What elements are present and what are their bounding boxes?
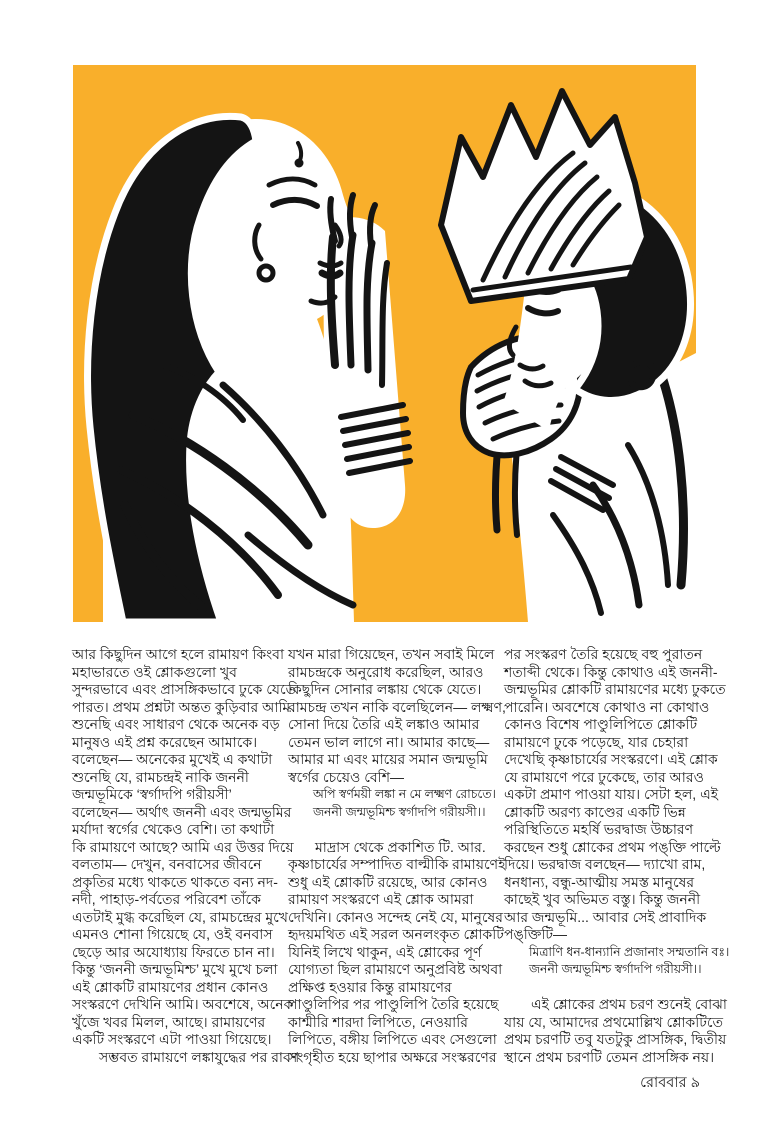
text-line: মিত্রাণি ধন-ধান্যানি প্রজানাং সম্মতানি বঃ। [529, 944, 730, 959]
text-line: কোনও বিশেষ পাণ্ডুলিপিতে শ্লোকটি [504, 716, 698, 732]
text-line: কি রামায়ণে আছে? আমি এর উত্তর দিয়ে [72, 838, 294, 855]
text-line: পরিস্থিতিতে মহর্ষি ভরদ্বাজ উচ্চারণ [504, 821, 694, 837]
text-line: পর সংস্করণ তৈরি হয়েছে বহু পুরাতন [504, 646, 703, 662]
text-column-3 [504, 646, 730, 1066]
text-line: লিপিতে, বঙ্গীয় লিপিতে এবং সেগুলো [288, 1031, 497, 1047]
text-line: প্রকৃতির মধ্যে থাকতে থাকতে বন্য নদ- [72, 873, 278, 890]
text-line: কিছুদিন সোনার লঙ্কায় থেকে যেতে। [288, 681, 482, 697]
text-line: পাণ্ডুলিপির পর পাণ্ডুলিপি তৈরি হয়েছে [288, 996, 499, 1012]
text-line [288, 821, 485, 839]
text-line [504, 979, 701, 997]
text-column-1 [72, 646, 300, 1066]
text-line: যিনিই লিখে থাকুন, এই শ্লোকের পূর্ণ [288, 943, 482, 960]
text-line: জন্মভূমির শ্লোকটি রামায়ণের মধ্যে ঢুকতে [504, 681, 726, 697]
text-line: জননী জন্মভূমিশ্চ স্বর্গাদপি গরীয়সী।। [529, 962, 702, 976]
text-line: জননী জন্মভূমিশ্চ স্বর্গাদপি গরীয়সী।। [313, 804, 486, 819]
text-column-2 [288, 646, 506, 1066]
text-line: আমার মা এবং মায়ের সমান জন্মভূমি [288, 751, 488, 767]
text-line: দেখিনি। কোনও সন্দেহ নেই যে, মানুষের [288, 908, 503, 925]
text-line: প্রক্ষিপ্ত হওয়ার কিন্তু রামায়ণের [288, 978, 452, 995]
text-line: আর কিছুদিন আগে হলে রামায়ণ কিংবা [72, 646, 285, 662]
text-line: সংস্করণে দেখিনি আমি। অবশেষে, অনেক [72, 996, 294, 1012]
text-line: সোনা দিয়ে তৈরি এই লঙ্কাও আমার [288, 716, 480, 732]
text-line: একটা প্রমাণ পাওয়া যায়। সেটা হল, এই [504, 786, 718, 802]
footer-label: রোববার ৯ [640, 1075, 700, 1091]
text-line: মাদ্রাস থেকে প্রকাশিত টি. আর. [315, 838, 486, 855]
text-line: রামায়ণ সংস্করণে এই শ্লোক আমরা [288, 891, 474, 907]
text-line: শুধু এই শ্লোকটি রয়েছে, আর কোনও [288, 873, 488, 890]
text-line: যখন মারা গিয়েছেন, তখন সবাই মিলে [288, 646, 495, 662]
text-line: এই শ্লোকের প্রথম চরণ শুনেই বোঝা [531, 996, 727, 1012]
text-line: বলেছেন— অর্থাৎ জননী এবং জন্মভূমির [72, 803, 292, 820]
text-line: বলেছেন— অনেকের মুখেই এ কথাটা [72, 751, 273, 767]
text-line: পারেনি। অবশেষে কোথাও না কোথাও [504, 698, 710, 715]
text-line: স্থানে প্রথম চরণটি তেমন প্রাসঙ্গিক নয়। [504, 1048, 715, 1065]
text-line: শুনেছি এবং সাধারণ থেকে অনেক বড় [72, 716, 280, 732]
text-line: এই শ্লোকটি রামায়ণের প্রধান কোনও [72, 978, 269, 995]
text-line: অপি স্বর্ণময়ী লঙ্কা ন মে লক্ষ্মণ রোচতে। [313, 787, 496, 801]
text-line: মর্যাদা স্বর্গের থেকেও বেশি। তা কথাটা [72, 821, 275, 837]
text-line: একটি সংস্করণে এটা পাওয়া গিয়েছে। [72, 1031, 272, 1047]
page-footer [72, 1072, 700, 1096]
text-line: এমনও শোনা গিয়েছে যে, ওই বনবাস [72, 926, 273, 942]
text-line: যে রামায়ণে পরে ঢুকেছে, তার আরও [504, 768, 704, 785]
text-line: দিয়ে। ভরদ্বাজ বলছেন— দ্যাখো রাম, [504, 856, 706, 872]
text-line: সংগৃহীত হয়ে ছাপার অক্ষরে সংস্করণের [288, 1048, 497, 1065]
text-line: মহাভারতে ওই শ্লোকগুলো খুব [72, 663, 237, 680]
text-line: কাশ্মীরি শারদা লিপিতে, নেওয়ারি [288, 1013, 468, 1030]
text-line: কিন্তু ‘জননী জন্মভূমিশ্চ’ মুখে মুখে চলা [72, 961, 278, 977]
text-line: এতটাই মুগ্ধ করেছিল যে, রামচন্দ্রের মুখে [72, 908, 289, 925]
text-line: শ্লোকটি অরণ্য কাণ্ডের একটি ভিন্ন [504, 803, 686, 820]
text-line: শতাব্দী থেকে। কিন্তু কোথাও এই জননী- [504, 663, 718, 680]
text-line: নদী, পাহাড়-পর্বতের পরিবেশ তাঁকে [72, 891, 261, 907]
text-line: রামচন্দ্রকে অনুরোধ করেছিল, আরও [288, 663, 484, 680]
text-line: পঙ্‌ক্তিটি— [504, 926, 568, 942]
text-line: প্রথম চরণটি তবু যতটুকু প্রাসঙ্গিক, দ্বিতীয় [504, 1031, 727, 1047]
text-line: করছেন শুধু শ্লোকের প্রথম পঙ্‌ক্তি পাল্টে [504, 838, 721, 855]
text-line: রামায়ণে ঢুকে পড়েছে, যার চেহারা [504, 733, 689, 750]
text-line: সুন্দরভাবে এবং প্রাসঙ্গিকভাবে ঢুকে যেতে [72, 681, 297, 697]
text-line: মানুষও এই প্রশ্ন করেছেন আমাকে। [72, 733, 258, 750]
text-line: বলতাম— দেখুন, বনবাসের জীবনে [72, 856, 262, 872]
text-line: পারত। প্রথম প্রশ্নটা অন্তত কুড়িবার আমি [72, 698, 291, 715]
text-line: জন্মভূমিকে ‘স্বর্গাদপি গরীয়সী’ [72, 786, 232, 802]
text-line: শুনেছি যে, রামচন্দ্রই নাকি জননী [72, 768, 249, 785]
text-line: আর জন্মভূমি... আবার সেই প্রাবাদিক [504, 908, 707, 925]
text-line: ধনধান্য, বন্ধু-আত্মীয় সমস্ত মানুষের [504, 873, 695, 890]
woman-and-king-ink-drawing [73, 65, 696, 622]
text-line: যায় যে, আমাদের প্রথমোল্লিখ শ্লোকটিতে [504, 1013, 723, 1030]
text-line: সম্ভবত রামায়ণে লঙ্কাযুদ্ধের পর রাবণ [99, 1048, 300, 1065]
text-line: রামচন্দ্র তখন নাকি বলেছিলেন— লক্ষ্মণ, [288, 698, 506, 715]
text-line: যোগ্যতা ছিল রামায়ণে অনুপ্রবিষ্ট অথবা [288, 961, 503, 977]
text-line: কাছেই খুব অভিমত বস্তু। কিন্তু জননী [504, 891, 701, 907]
article-body [72, 646, 730, 1066]
illustration-panel [73, 65, 696, 622]
text-line: কৃষ্ণাচার্যের সম্পাদিত বাল্মীকি রামায়ণেই [288, 856, 506, 872]
text-line: হৃদয়মথিত এই সরল অনলংকৃত শ্লোকটি [288, 926, 504, 942]
text-line: খুঁজে খবর মিলল, আছে। রামায়ণের [72, 1013, 266, 1030]
text-line: স্বর্গের চেয়েও বেশি— [288, 768, 404, 785]
text-line: ছেড়ে আর অযোধ্যায় ফিরতে চান না। [72, 943, 275, 960]
text-line: দেখেছি কৃষ্ণাচার্যের সংস্করণে। এই শ্লোক [504, 751, 718, 767]
text-line: তেমন ভাল লাগে না। আমার কাছে— [288, 733, 490, 750]
